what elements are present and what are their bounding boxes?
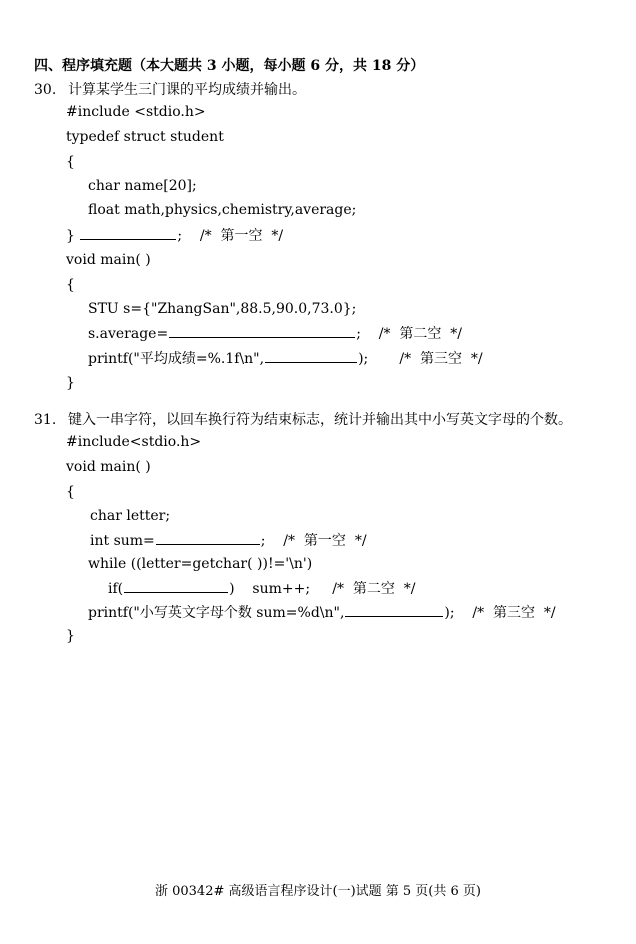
section-title: 四、程序填充题（本大题共 3 小题，每小题 6 分，共 18 分）	[34, 58, 425, 74]
code-text: ); /* 第三空 */	[358, 351, 483, 367]
fill-blank-2[interactable]	[124, 579, 228, 593]
code-line: float math,physics,chemistry,average;	[88, 202, 357, 218]
question-30-prompt: 计算某学生三门课的平均成绩并输出。	[68, 82, 306, 98]
question-31-prompt: 键入一串字符，以回车换行符为结束标志，统计并输出其中小写英文字母的个数。	[68, 412, 572, 428]
code-text: if(	[108, 581, 124, 597]
code-text: ; /* 第一空 */	[260, 533, 367, 549]
code-text: }	[66, 228, 75, 244]
fill-blank-1[interactable]	[156, 531, 260, 545]
fill-blank-1[interactable]	[80, 226, 176, 240]
fill-blank-2[interactable]	[169, 324, 355, 338]
code-line: {	[66, 484, 75, 500]
code-line	[108, 579, 416, 598]
code-line	[66, 226, 283, 245]
page-footer: 浙 00342# 高级语言程序设计(一)试题 第 5 页(共 6 页)	[154, 884, 481, 899]
question-31-number: 31.	[34, 412, 57, 428]
question-30-heading	[34, 79, 306, 99]
code-line	[88, 324, 462, 343]
question-30-number: 30.	[34, 82, 57, 98]
code-line: STU s={"ZhangSan",88.5,90.0,73.0};	[88, 301, 357, 317]
code-line: void main( )	[66, 459, 151, 475]
code-line	[90, 531, 367, 550]
code-line: typedef struct student	[66, 129, 224, 145]
code-text: printf("平均成绩=%.1f\n",	[88, 351, 265, 367]
code-line: char name[20];	[88, 178, 197, 194]
code-text: printf("小写英文字母个数 sum=%d\n",	[88, 605, 345, 621]
code-text: s.average=	[88, 326, 169, 342]
code-line	[88, 349, 483, 368]
code-line: {	[66, 154, 75, 170]
code-line	[88, 603, 556, 622]
code-text: ; /* 第一空 */	[177, 228, 284, 244]
code-line: {	[66, 277, 75, 293]
code-text: ); /* 第三空 */	[444, 605, 556, 621]
code-text: ; /* 第二空 */	[356, 326, 462, 342]
code-line: #include<stdio.h>	[66, 434, 202, 450]
code-line: }	[66, 375, 75, 391]
code-line: }	[66, 628, 75, 644]
question-31-heading	[34, 409, 572, 429]
fill-blank-3[interactable]	[345, 603, 443, 617]
fill-blank-3[interactable]	[265, 349, 357, 363]
code-text: ) sum++; /* 第二空 */	[229, 581, 416, 597]
code-line: void main( )	[66, 252, 151, 268]
code-line: #include <stdio.h>	[66, 104, 206, 120]
code-line: while ((letter=getchar( ))!='\n')	[88, 556, 313, 572]
code-line: char letter;	[90, 508, 171, 524]
code-text: int sum=	[90, 533, 155, 549]
